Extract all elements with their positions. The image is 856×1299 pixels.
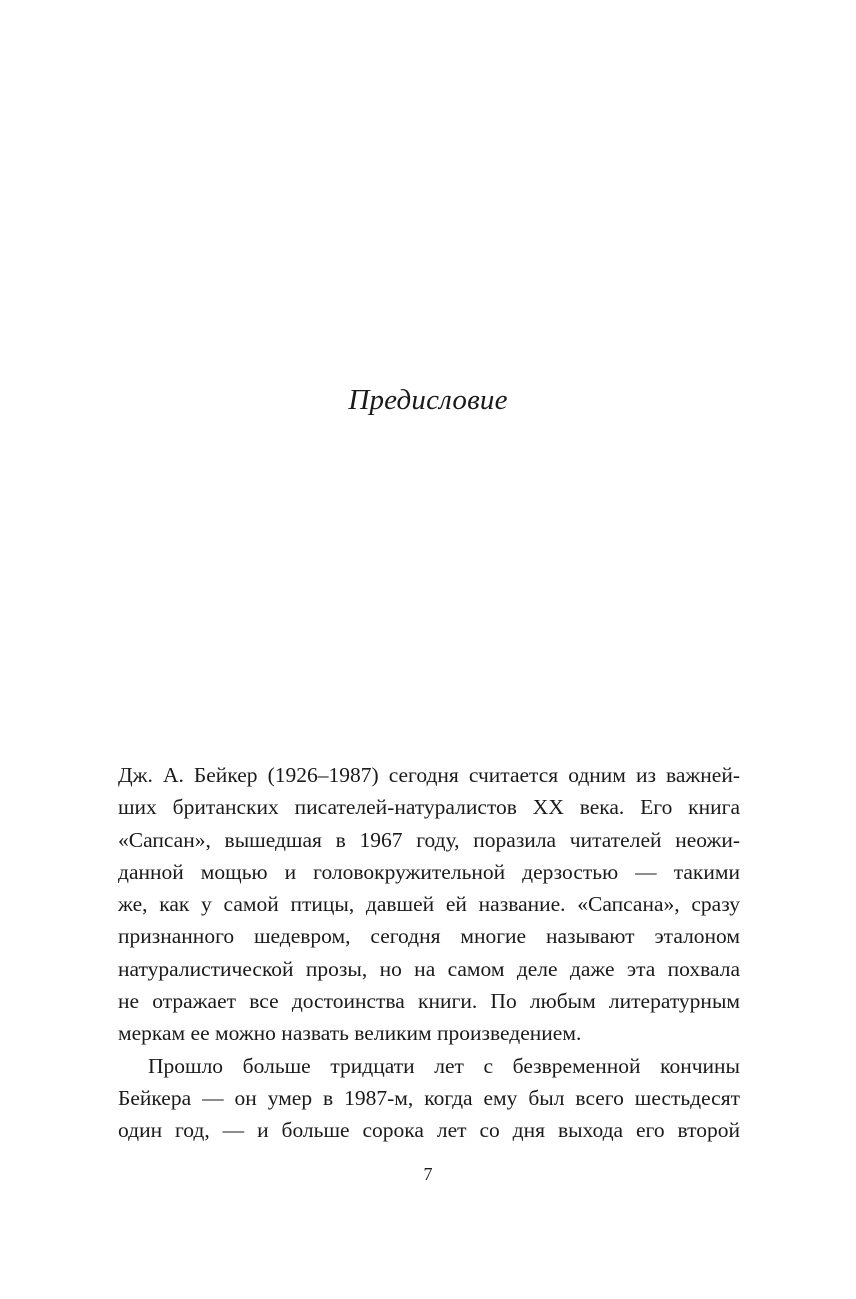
page-number: 7 [423,1164,433,1184]
text-line: признанного шедевром, сегодня многие называют эталоном [118,924,740,949]
text-line: же, как у самой птицы, давшей ей название. «Сапсана», сразу [118,892,740,917]
text-line: не отражает все достоинства книги. По любым литературным [118,989,740,1014]
text-line: Бейкера — он умер в 1987-м, когда ему был всего шестьдесят [118,1085,740,1110]
text-line: данной мощью и головокружительной дерзостью — такими [118,859,740,884]
text-line: «Сапсан», вышедшая в 1967 году, поразила читателей неожи- [118,827,740,852]
text-line: ших британских писателей-натуралистов XX века. Его книга [118,795,740,820]
text-line: натуралистической прозы, но на самом деле даже эта похвала [118,956,740,981]
text-line: один год, — и больше сорока лет со дня выхода его второй [118,1118,740,1143]
body-text [118,759,740,1147]
text-line: Дж. А. Бейкер (1926–1987) сегодня считается одним из важней- [118,763,740,787]
chapter-title: Предисловие [348,384,508,416]
text-line: Прошло больше тридцати лет с безвременной кончины [148,1053,740,1078]
text-line: меркам ее можно назвать великим произведением. [118,1021,582,1046]
